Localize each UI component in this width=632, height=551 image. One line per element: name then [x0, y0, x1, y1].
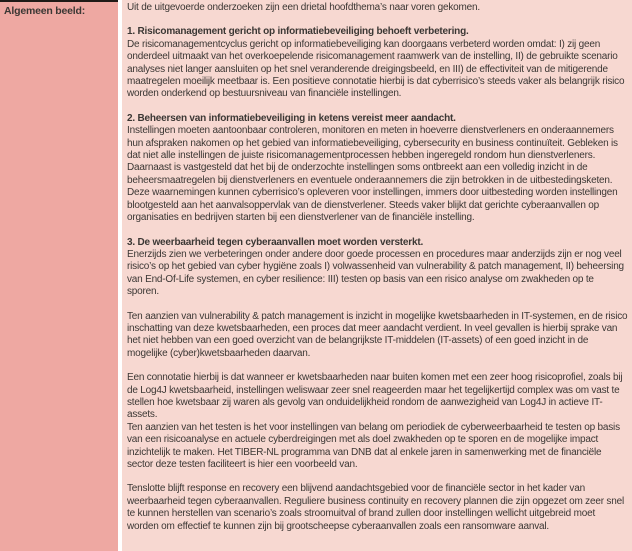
- paragraph-block: Enerzijds zien we verbeteringen onder andere door goede processen en procedures maar anderzijds zijn er nog veel risico’s op het gebied van cyber hygiëne zoals I) volwassenheid van vulnerability & patch management, II) beheersing van End-Of-Life systemen, en cyber resilience: III) testen op basis van een risico analyse om zwakheden op te sporen.: [127, 248, 624, 298]
- theme-paragraph: [127, 249, 628, 299]
- theme-section-2: [127, 113, 628, 225]
- intro-paragraph: Uit de uitgevoerde onderzoeken zijn een drietal hoofdthema’s naar voren gekomen.: [127, 2, 480, 13]
- theme-heading-3: 3. De weerbaarheid tegen cyberaanvallen moet worden versterkt.: [127, 236, 424, 248]
- theme-section-1: [127, 26, 628, 100]
- theme-paragraph: [127, 311, 628, 361]
- paragraph-block: Ten aanzien van vulnerability & patch management is inzicht in mogelijke kwetsbaarheden in IT-systemen, en de risico inschatting van deze kwetsbaarheden, een proces dat meer aandacht verdient. In veel gevallen is hierbij sprake van het niet hebben van een goed overzicht van de belangrijkste IT-middelen (IT-assets) of een goed inzicht in de mogelijke (cyber)kwetsbaarheden daarvan.: [127, 310, 628, 359]
- theme-paragraph: [127, 39, 628, 101]
- row-label-cell: [0, 0, 118, 551]
- paragraph-block: Ten aanzien van het testen is het voor instellingen van belang om periodiek de cyberweerbaarheid te testen op basis van een risicoanalyse en actuele cyberdreigingen met als doel zwakheden op te sporen en de mogelijke impact inzichtelijk te maken. Het TIBER-NL programma van DNB dat al enkele jaren in samenwerking met de financiële sector deze testen faciliteert is hier een voorbeeld van.: [127, 421, 620, 470]
- paragraph-block: De risicomanagementcyclus gericht op informatiebeveiliging kan doorgaans verbeterd worden omdat: I) zij geen onderdeel uitmaakt van het overkoepelende risicomanagement raamwerk van de instelling, II) de gebruikte scenario analyses niet langer aansluiten op het snel veranderende dreigingsbeeld, en III) de effectiviteit van de mitigerende maatregelen moeilijk meetbaar is. Een positieve connotatie hierbij is dat cyberrisico’s steeds vaker als belangrijk risico worden onderkend op bestuursniveau van financiële instellingen.: [127, 38, 625, 100]
- row-content-cell: [122, 0, 632, 551]
- themes-container: [127, 26, 628, 533]
- theme-heading-2: 2. Beheersen van informatiebeveiliging in ketens vereist meer aandacht.: [127, 112, 456, 124]
- paragraph-block: Tenslotte blijft response en recovery een blijvend aandachtsgebied voor de financiële sector in het kader van weerbaarheid tegen cyberaanvallen. Reguliere business continuity en recovery plannen die zijn opgezet om zeer snel te kunnen herstellen van scenario’s zoals stroomuitval of brand zullen door instellingen wellicht uitgebreid moet worden om effectief te kunnen zijn bij grootscheepse cyberaanvallen zoals een ransomware aanval.: [127, 483, 624, 532]
- theme-paragraph: [127, 372, 628, 471]
- paragraph-block: Een connotatie hierbij is dat wanneer er kwetsbaarheden naar buiten komen met een zeer hoog risicoprofiel, zoals bij de Log4J kwetsbaarheid, instellingen weliswaar zeer snel reageerden maar het tegelijkertijd complex was om vast te stellen hoe kwetsbaar zij waren als gevolg van onduidelijkheid rondom de aanwezigheid van Log4J in actieve IT-assets.: [127, 372, 623, 421]
- theme-paragraph: [127, 125, 628, 224]
- theme-paragraph: [127, 483, 628, 533]
- paragraph-block: Instellingen moeten aantoonbaar controleren, monitoren en meten in hoeverre dienstverleners en onderaannemers hun afspraken nakomen op het gebied van informatiebeveiliging, cybersecurity en business continuïteit. Gebleken is dat niet alle instellingen de juiste risicomanagementprocessen hebben ingeregeld rondom hun dienstverleners.: [127, 125, 618, 162]
- theme-heading-1: 1. Risicomanagement gericht op informatiebeveiliging behoeft verbetering.: [127, 26, 469, 38]
- paragraph-block: Daarnaast is vastgesteld dat het bij de onderzochte instellingen soms ontbreekt aan een volledig inzicht in de beheersmaatregelen bij dienstverleners en eventuele onderaannemers die zijn betrokken in de uitbestedingsketen. Deze waarnemingen kunnen cyberrisico’s opleveren voor instellingen, immers door uitbesteding worden instellingen blootgesteld aan het aanvalsoppervlak van de dienstverlener. Steeds vaker blijkt dat gerichte cyberaanvallen op organisaties en bedrijven starten bij een dienstverlener van de financiële instelling.: [127, 162, 618, 224]
- theme-section-3: [127, 237, 628, 534]
- row-label: Algemeen beeld:: [4, 5, 86, 17]
